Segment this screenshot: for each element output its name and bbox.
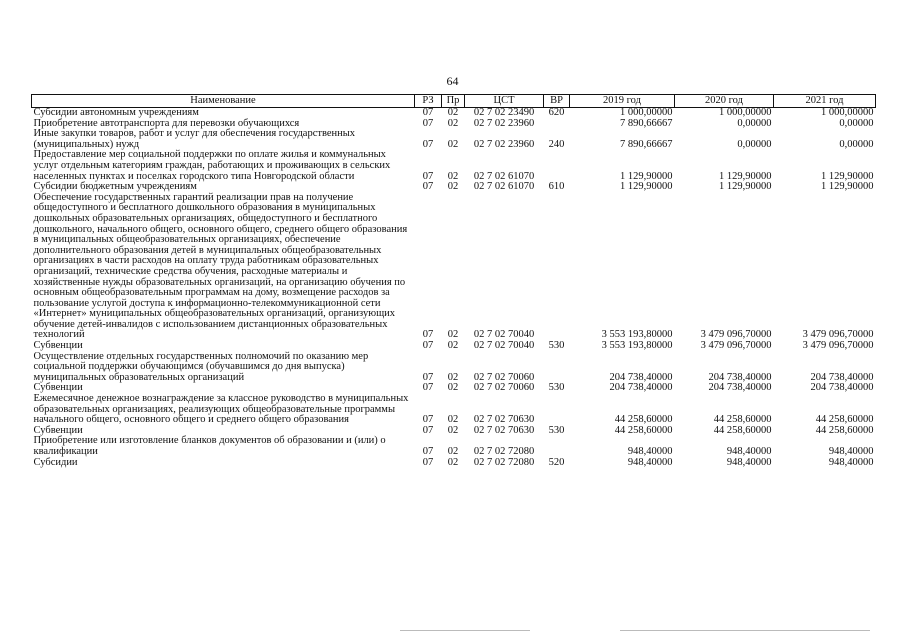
cell-cst: 02 7 02 61070 (473, 181, 535, 193)
cell-y2019: 44 258,60000 (614, 424, 673, 436)
cell-y2020: 0,00000 (737, 138, 772, 150)
cell-cst: 02 7 02 70040 (473, 340, 535, 352)
cell-vr (544, 436, 570, 457)
table-row (32, 150, 876, 182)
cell-y2020: 44 258,60000 (713, 414, 772, 426)
cell-y2020: 948,40000 (726, 456, 772, 468)
cell-y2021: 204 738,40000 (810, 382, 874, 394)
footer-rule-right (620, 630, 870, 631)
cell-vr (544, 119, 570, 130)
cell-y2021: 3 479 096,70000 (802, 340, 874, 352)
table-body (32, 108, 876, 469)
cell-rz: 07 (422, 181, 434, 193)
cell-rz: 07 (422, 138, 434, 150)
cell-name: Обеспечение государственных гарантий реализации прав на получение общедоступного и бесплатного дошкольного образования в муниципальных дошкольных образовательных организациях, общедоступного и бесплатного дошкольного, начального общего, основного общего, среднего общего образования в муниципальных общеобразовательных организациях, обеспечение дополнительного образования детей в муниципальных общеобразовательных организациях в части расходов на оплату труда работникам образовательных организаций, технические средства обучения, расходные материалы и хозяйственные нужды образовательных организаций, на организацию обучения по основным общеобразовательным программам на дому, возмещение расходов за пользование услугой доступа к информационно-телекоммуникационной сети «Интернет» муниципальных общеобразовательных организаций, организующих обучение детей-инвалидов с использованием дистанционных образовательных технологий (33, 191, 408, 341)
cell-rz: 07 (422, 371, 434, 383)
cell-pr: 02 (447, 414, 459, 426)
cell-pr: 02 (447, 181, 459, 193)
cell-name: Субсидии (33, 456, 78, 468)
cell-name: Субсидии автономным учреждениям (33, 107, 199, 118)
cell-y2021: 0,00000 (839, 117, 874, 129)
cell-name: Осуществление отдельных государственных полномочий по оказанию мер социальной поддержки обучающимся (обучавшимся до дня выпуска) муниципальных образовательных организаций (33, 350, 369, 383)
cell-rz: 07 (422, 446, 434, 457)
cell-rz: 07 (422, 329, 434, 341)
cell-vr: 520 (548, 456, 565, 468)
cell-name: Приобретение автотранспорта для перевозки обучающихся (33, 117, 300, 129)
cell-y2019: 1 000,00000 (620, 107, 673, 118)
table-header-row (32, 95, 876, 108)
cell-rz: 07 (422, 117, 434, 129)
cell-pr: 02 (447, 329, 459, 341)
cell-rz: 07 (422, 414, 434, 426)
cell-name: Ежемесячное денежное вознаграждение за классное руководство в муниципальных образовательных организациях, реализующих общеобразовательные программы начального общего, основного общего и среднего общего образования (33, 393, 409, 426)
table-row (32, 129, 876, 150)
cell-vr (544, 394, 570, 426)
cell-y2021: 204 738,40000 (810, 371, 874, 383)
header-2019: 2019 год (570, 95, 675, 108)
cell-y2021: 948,40000 (828, 446, 874, 457)
cell-cst: 02 7 02 23960 (473, 117, 535, 129)
cell-vr: 610 (548, 181, 565, 193)
cell-vr: 530 (548, 340, 565, 352)
table-row (32, 458, 876, 469)
cell-y2020: 1 129,90000 (719, 181, 772, 193)
cell-name: Иные закупки товаров, работ и услуг для обеспечения государственных (муниципальных) нужд (33, 128, 356, 150)
cell-y2020: 1 129,90000 (719, 170, 772, 182)
cell-y2021: 1 129,90000 (821, 181, 874, 193)
cell-pr: 02 (447, 117, 459, 129)
cell-pr: 02 (447, 371, 459, 383)
cell-y2020: 0,00000 (737, 117, 772, 129)
cell-y2020: 204 738,40000 (708, 382, 772, 394)
budget-table (31, 94, 876, 468)
cell-pr: 02 (447, 340, 459, 352)
cell-y2020: 44 258,60000 (713, 424, 772, 436)
cell-cst: 02 7 02 70060 (473, 371, 535, 383)
cell-y2021: 1 000,00000 (821, 107, 874, 118)
cell-vr: 530 (548, 382, 565, 394)
cell-rz: 07 (422, 456, 434, 468)
cell-vr (544, 193, 570, 341)
page-number: 64 (446, 74, 459, 88)
header-name: Наименование (32, 95, 415, 108)
cell-name: Субсидии бюджетным учреждениям (33, 181, 197, 193)
table-row (32, 193, 876, 341)
cell-rz: 07 (422, 382, 434, 394)
cell-y2019: 44 258,60000 (614, 414, 673, 426)
cell-vr (544, 150, 570, 182)
cell-pr: 02 (447, 138, 459, 150)
cell-vr (544, 352, 570, 384)
header-cst: ЦСТ (465, 95, 544, 108)
cell-cst: 02 7 02 70630 (473, 414, 535, 426)
cell-y2019: 1 129,90000 (620, 181, 673, 193)
cell-name: Предоставление мер социальной поддержки по оплате жилья и коммунальных услуг отдельным категориям граждан, работающих и проживающих в сельских населенных пунктах и поселках городского типа Новгородской области (33, 149, 391, 182)
cell-rz: 07 (422, 107, 434, 118)
cell-y2019: 948,40000 (627, 456, 673, 468)
cell-y2021: 0,00000 (839, 138, 874, 150)
cell-cst: 02 7 02 23490 (473, 107, 535, 118)
cell-y2021: 44 258,60000 (815, 424, 874, 436)
cell-y2021: 948,40000 (828, 456, 874, 468)
cell-cst: 02 7 02 72080 (473, 456, 535, 468)
cell-rz: 07 (422, 340, 434, 352)
cell-rz: 07 (422, 424, 434, 436)
cell-y2020: 204 738,40000 (708, 371, 772, 383)
cell-y2021: 3 479 096,70000 (802, 329, 874, 341)
cell-name: Приобретение или изготовление бланков документов об образовании и (или) о квалификации (33, 435, 386, 457)
header-2020: 2020 год (675, 95, 774, 108)
cell-vr: 240 (548, 138, 565, 150)
header-vr: ВР (544, 95, 570, 108)
cell-cst: 02 7 02 72080 (473, 446, 535, 457)
cell-pr: 02 (447, 107, 459, 118)
table-row (32, 394, 876, 426)
cell-pr: 02 (447, 456, 459, 468)
table-row (32, 436, 876, 457)
cell-y2019: 1 129,90000 (620, 170, 673, 182)
cell-y2019: 3 553 193,80000 (601, 329, 673, 341)
cell-cst: 02 7 02 23960 (473, 138, 535, 150)
cell-pr: 02 (447, 446, 459, 457)
table-row (32, 108, 876, 119)
cell-y2019: 948,40000 (627, 446, 673, 457)
header-2021: 2021 год (774, 95, 876, 108)
cell-y2020: 3 479 096,70000 (700, 340, 772, 352)
cell-cst: 02 7 02 70630 (473, 424, 535, 436)
cell-y2019: 3 553 193,80000 (601, 340, 673, 352)
cell-y2020: 3 479 096,70000 (700, 329, 772, 341)
cell-cst: 02 7 02 70040 (473, 329, 535, 341)
cell-y2021: 44 258,60000 (815, 414, 874, 426)
cell-name: Субвенции (33, 382, 83, 394)
header-pr: Пр (442, 95, 465, 108)
table-row (32, 352, 876, 384)
cell-rz: 07 (422, 170, 434, 182)
header-rz: РЗ (415, 95, 442, 108)
footer-rule-left (400, 630, 530, 631)
cell-y2019: 204 738,40000 (609, 382, 673, 394)
cell-vr: 530 (548, 424, 565, 436)
cell-pr: 02 (447, 382, 459, 394)
cell-vr: 620 (548, 107, 565, 118)
cell-cst: 02 7 02 70060 (473, 382, 535, 394)
cell-y2020: 1 000,00000 (719, 107, 772, 118)
cell-cst: 02 7 02 61070 (473, 170, 535, 182)
cell-name: Субвенции (33, 340, 83, 352)
cell-y2019: 7 890,66667 (620, 117, 673, 129)
cell-name: Субвенции (33, 424, 83, 436)
cell-y2019: 204 738,40000 (609, 371, 673, 383)
cell-pr: 02 (447, 170, 459, 182)
cell-pr: 02 (447, 424, 459, 436)
cell-y2020: 948,40000 (726, 446, 772, 457)
cell-y2019: 7 890,66667 (620, 138, 673, 150)
cell-y2021: 1 129,90000 (821, 170, 874, 182)
